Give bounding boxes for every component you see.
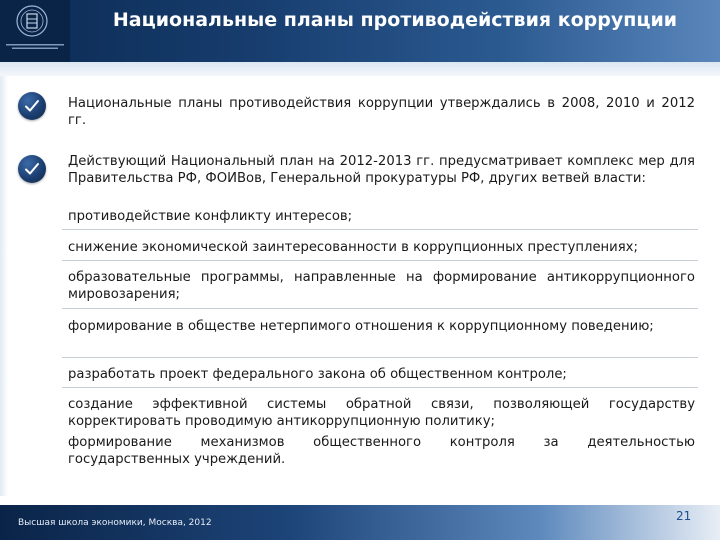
footer-bar: [0, 505, 720, 540]
header-bar: [0, 0, 720, 62]
bullet-plans-years: Национальные планы противодействия коррупции утверждались в 2008, 2010 и 2012 гг.: [68, 96, 695, 128]
measure-item: разработать проект федерального закона об общественном контроле;: [68, 367, 567, 382]
divider: [62, 260, 698, 261]
checkmark-icon: [18, 155, 46, 183]
divider: [62, 387, 698, 388]
checkmark-icon: [18, 92, 46, 120]
left-accent-strip: [0, 76, 8, 496]
header-band: [0, 62, 720, 76]
divider: [62, 308, 698, 309]
measure-item: противодействие конфликту интересов;: [68, 209, 353, 224]
measure-item: создание эффективной системы обратной связи, позволяющей государству корректировать проводимую антикоррупционную политику;: [68, 397, 695, 429]
footer-caption: Высшая школа экономики, Москва, 2012: [18, 518, 212, 528]
divider: [62, 357, 698, 358]
measure-item: формирование в обществе нетерпимого отношения к коррупционному поведению;: [68, 319, 654, 334]
page-number: 21: [676, 509, 692, 523]
hse-logo-icon: [15, 4, 49, 38]
divider: [62, 229, 698, 230]
logo-caption-lines: [6, 44, 64, 50]
page-title: Национальные планы противодействия коррупции: [112, 9, 678, 31]
measure-item: формирование механизмов общественного контроля за деятельностью государственных учреждений.: [68, 435, 695, 467]
measure-item: образовательные программы, направленные на формирование антикоррупционного мировозарения;: [68, 270, 695, 302]
bullet-current-plan: Действующий Национальный план на 2012-2013 гг. предусматривает комплекс мер для Правительства РФ, ФОИВов, Генеральной прокуратуры РФ, других ветвей власти:: [68, 154, 695, 186]
hse-logo: [0, 0, 70, 62]
measure-item: снижение экономической заинтересованности в коррупционных преступлениях;: [68, 240, 638, 255]
